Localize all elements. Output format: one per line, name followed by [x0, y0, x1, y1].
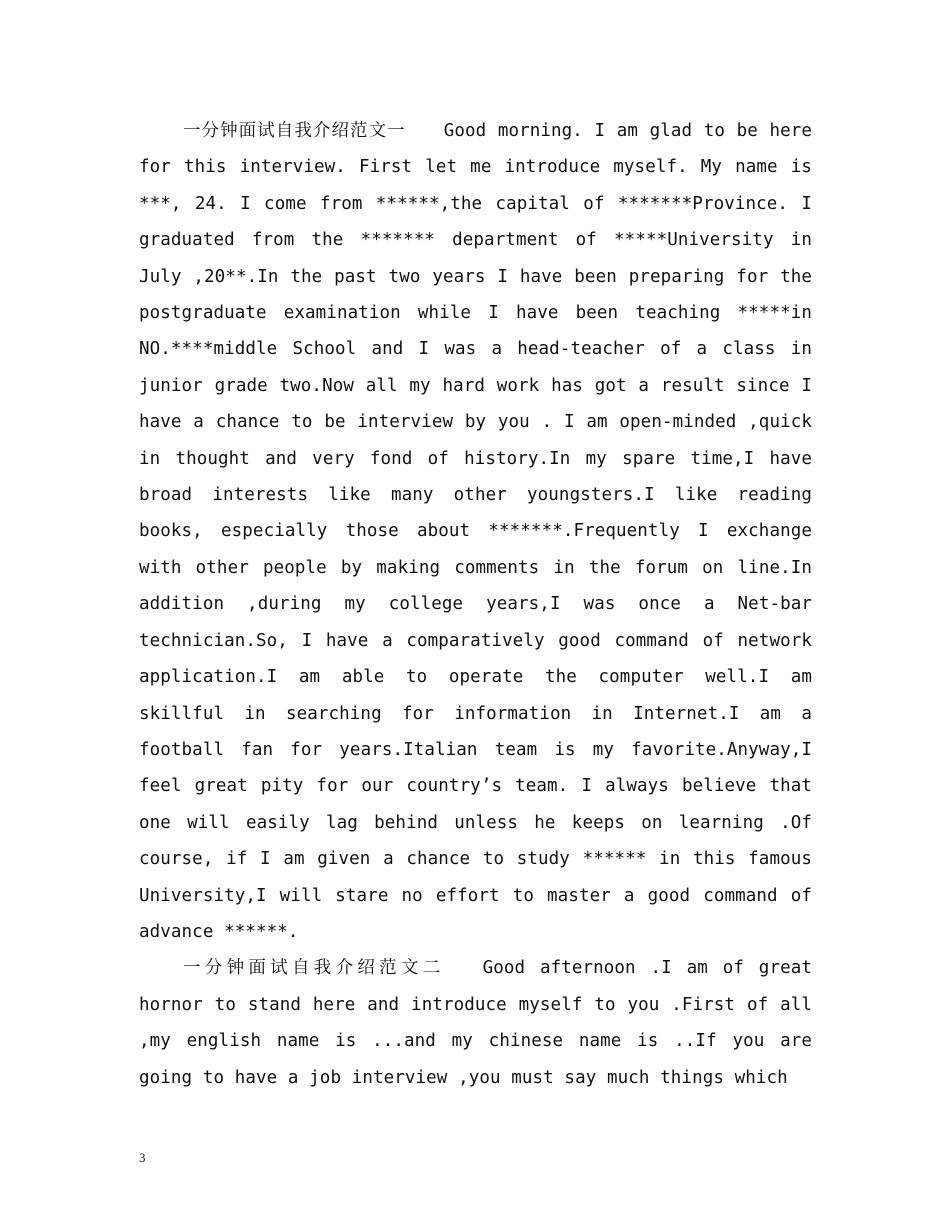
section-1-body: Good morning. I am glad to be here for this interview. First let me introduce myself. My name is ***, 24. I come from ******,the capital of *******Province. I graduated from the ******* department of *****University in July ,20**.In the past two years I have been preparing for the postgraduate examination while I have been teaching *****in NO.****middle School and I was a head-teacher of a class in junior grade two.Now all my hard work has got a result since I have a chance to be interview by you . I am open-minded ,quick in thought and very fond of history.In my spare time,I have broad interests like many other youngsters.I like reading books, especially those about *******.Frequently I exchange with other people by making comments in the forum on line.In addition ,during my college years,I was once a Net-bar technician.So, I have a comparatively good command of network application.I am able to operate the computer well.I am skillful in searching for information in Internet.I am a football fan for years.Italian team is my favorite.Anyway,I feel great pity for our country’s team. I always believe that one will easily lag behind unless he keeps on learning .Of course, if I am given a chance to study ****** in this famous University,I will stare no effort to master a good command of advance ******.	[139, 121, 813, 942]
section-1	[139, 113, 812, 950]
section-2-heading: 一分钟面试自我介绍范文二	[183, 958, 445, 979]
page-number: 3	[139, 1150, 146, 1165]
document-body	[139, 113, 812, 1096]
section-1-heading: 一分钟面试自我介绍范文一	[183, 121, 406, 141]
section-2	[139, 950, 812, 1096]
section-2-body: Good afternoon .I am of great hornor to stand here and introduce myself to you .First of all ,my english name is ...and my chinese name is ..If you are going to have a job interview ,you must say much things which	[139, 958, 812, 1088]
